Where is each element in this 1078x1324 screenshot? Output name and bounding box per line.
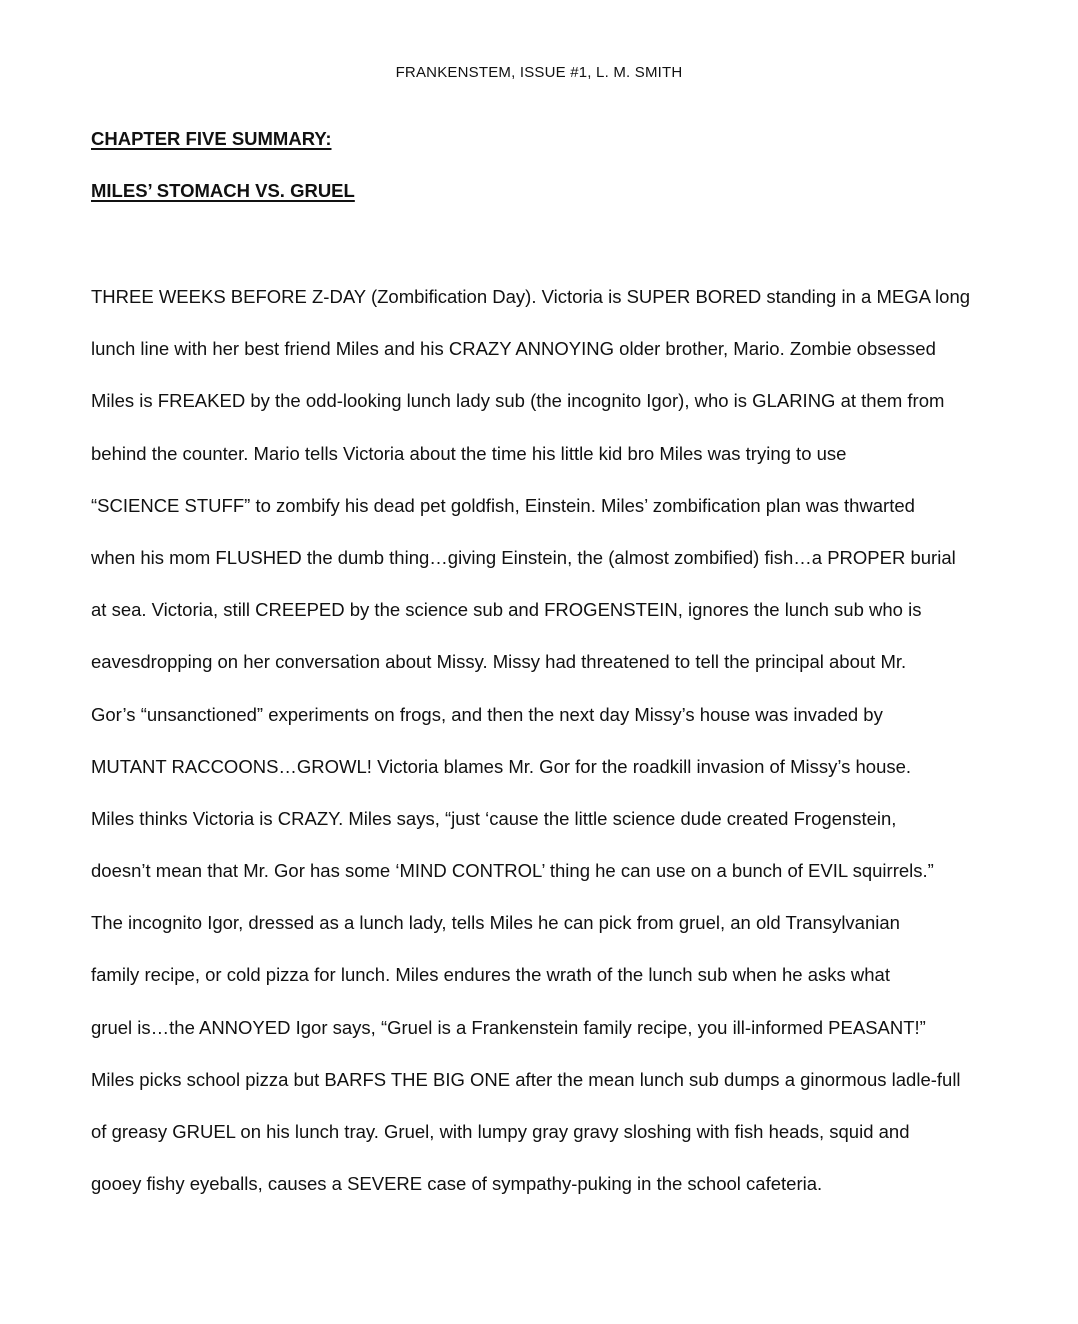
summary-line: lunch line with her best friend Miles and his CRAZY ANNOYING older brother, Mario. Zombie obsessed bbox=[91, 338, 936, 360]
summary-line: “SCIENCE STUFF” to zombify his dead pet goldfish, Einstein. Miles’ zombification plan was thwarted bbox=[91, 494, 915, 516]
running-header: FRANKENSTEM, ISSUE #1, L. M. SMITH bbox=[395, 64, 683, 81]
summary-line: gruel is…the ANNOYED Igor says, “Gruel is a Frankenstein family recipe, you ill-informed PEASANT!” bbox=[91, 1016, 926, 1038]
summary-line: Miles is FREAKED by the odd-looking lunch lady sub (the incognito Igor), who is GLARING at them from bbox=[91, 390, 945, 412]
summary-line: gooey fishy eyeballs, causes a SEVERE case of sympathy-puking in the school cafeteria. bbox=[91, 1173, 823, 1195]
summary-line: when his mom FLUSHED the dumb thing…giving Einstein, the (almost zombified) fish…a PROPER burial bbox=[91, 546, 956, 568]
summary-line: Miles picks school pizza but BARFS THE BIG ONE after the mean lunch sub dumps a ginormous ladle-full bbox=[91, 1068, 961, 1090]
chapter-heading: CHAPTER FIVE SUMMARY: bbox=[91, 128, 332, 149]
summary-line: MUTANT RACCOONS…GROWL! Victoria blames Mr. Gor for the roadkill invasion of Missy’s house. bbox=[91, 755, 912, 777]
summary-line: Gor’s “unsanctioned” experiments on frogs, and then the next day Missy’s house was invaded by bbox=[91, 703, 883, 725]
summary-line: of greasy GRUEL on his lunch tray. Gruel, with lumpy gray gravy sloshing with fish heads, squid and bbox=[91, 1121, 910, 1142]
summary-line: behind the counter. Mario tells Victoria about the time his little kid bro Miles was trying to use bbox=[91, 442, 847, 464]
summary-line: The incognito Igor, dressed as a lunch lady, tells Miles he can pick from gruel, an old Transylvanian bbox=[91, 912, 900, 934]
chapter-subtitle: MILES’ STOMACH VS. GRUEL bbox=[91, 180, 355, 201]
summary-paragraph bbox=[91, 284, 1011, 1223]
summary-line: THREE WEEKS BEFORE Z-DAY (Zombification Day). Victoria is SUPER BORED standing in a MEGA long bbox=[91, 286, 971, 307]
summary-line: Miles thinks Victoria is CRAZY. Miles says, “just ‘cause the little science dude created Frogenstein, bbox=[91, 807, 897, 829]
summary-line: doesn’t mean that Mr. Gor has some ‘MIND CONTROL’ thing he can use on a bunch of EVIL squirrels.” bbox=[91, 860, 934, 882]
summary-line: at sea. Victoria, still CREEPED by the science sub and FROGENSTEIN, ignores the lunch sub who is bbox=[91, 599, 922, 621]
summary-line: eavesdropping on her conversation about Missy. Missy had threatened to tell the principal about Mr. bbox=[91, 651, 907, 673]
summary-line: family recipe, or cold pizza for lunch. Miles endures the wrath of the lunch sub when he asks what bbox=[91, 964, 890, 986]
